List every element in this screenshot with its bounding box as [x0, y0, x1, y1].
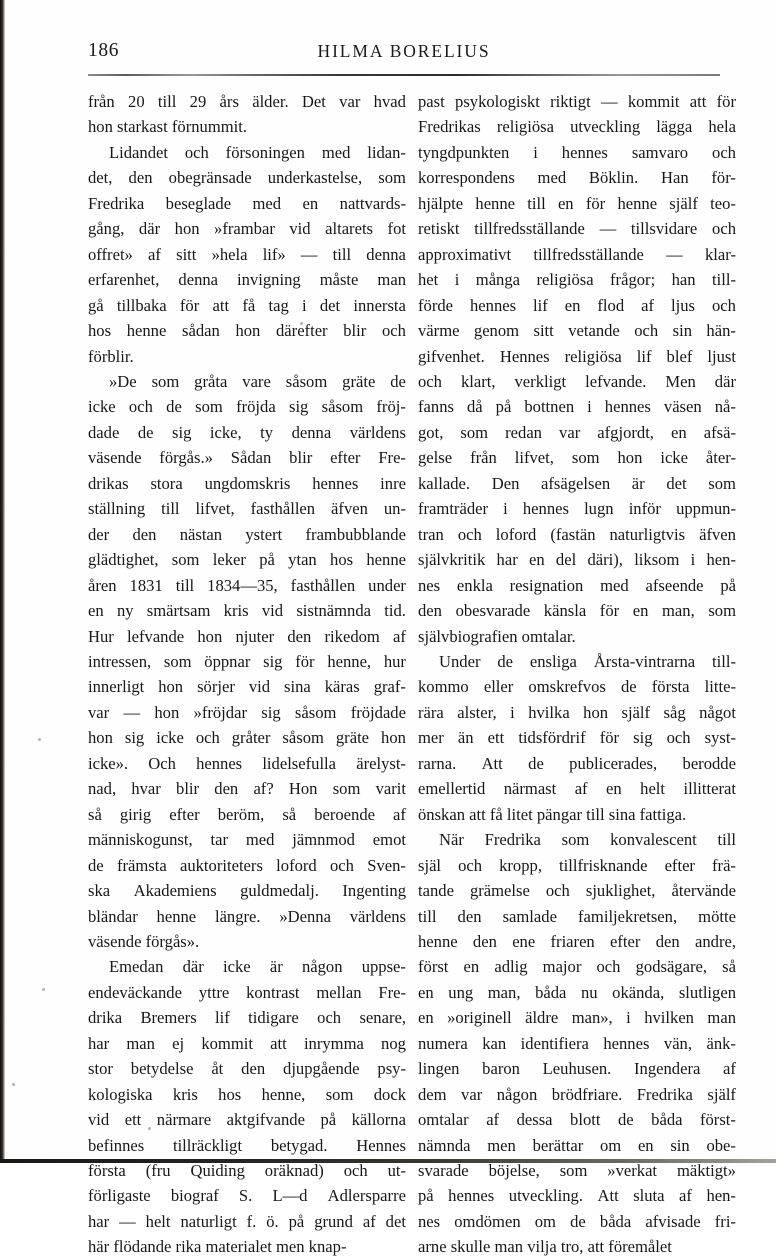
- text-line: från 20 till 29 års älder. Det var hvad: [88, 92, 406, 111]
- running-head-rule: [88, 74, 720, 76]
- paragraph: [418, 89, 736, 649]
- text-line: henne den ene friaren efter den andre,: [418, 931, 736, 951]
- text-line: offret» af sitt »hela lif» — till denna: [88, 244, 406, 264]
- text-line: hon sig icke och gråter såsom gräte hon: [88, 728, 406, 748]
- text-line: Fredrikas religiösa utveckling lägga hela: [418, 117, 736, 137]
- text-line: När Fredrika som konvalescent till: [439, 830, 736, 850]
- text-line: själ och kropp, tillfrisknande efter frä-: [418, 855, 736, 875]
- text-line: värme genom sitt vetande och sin hän-: [418, 321, 736, 341]
- text-line: numera kan identifiera hennes vän, änk-: [418, 1033, 736, 1053]
- text-line: och klart, verkligt lefvande. Men där: [418, 371, 736, 391]
- text-line: endeväckande yttre kontrast mellan Fre-: [88, 982, 406, 1002]
- running-head-title: HILMA BORELIUS: [317, 41, 491, 61]
- text-line: gelse från lifvet, som hon icke åter-: [418, 448, 736, 468]
- paragraph: [88, 369, 406, 954]
- scan-speck: [12, 1083, 15, 1086]
- paragraph: [88, 89, 406, 140]
- text-line: Fredrika beseglade med en nattvards-: [88, 193, 406, 213]
- text-line: past psykologiskt riktigt — kommit att för: [418, 92, 736, 111]
- text-line: omtalar af dessa blott de båda först-: [418, 1110, 736, 1130]
- text-line: hon starkast förnummit.: [88, 117, 248, 137]
- text-line: här flödande rika materialet men knap-: [88, 1237, 347, 1257]
- text-line: got, som redan var afgjordt, en afsä-: [418, 422, 736, 442]
- text-line: rära alster, i hvilka hon själf såg något: [418, 702, 736, 722]
- text-line: första (fru Quiding oräknad) och ut-: [88, 1161, 406, 1181]
- text-line: nad, hvar blir den af? Hon som varit: [88, 779, 406, 799]
- text-line: förde hennes lif en flod af ljus och: [418, 295, 736, 315]
- text-line: retiskt tillfredsställande — tillsvidare och: [418, 219, 736, 239]
- text-line: ska Akademiens guldmedalj. Ingenting: [88, 881, 406, 901]
- text-line: Emedan där icke är någon uppse-: [109, 957, 406, 977]
- text-line: vid ett närmare aktgifvande på källorna: [88, 1110, 406, 1130]
- text-line: dem var någon brödfriare. Fredrika själf: [418, 1084, 736, 1104]
- text-line: erfarenhet, denna invigning måste man: [88, 270, 406, 290]
- text-line: har — helt naturligt f. ö. på grund af det: [88, 1211, 406, 1231]
- text-line: kallade. Den afsägelsen är det som: [418, 473, 736, 493]
- text-line: en ung man, båda nu okända, slutligen: [418, 982, 736, 1002]
- text-line: icke och de som fröjda sig såsom fröj-: [88, 397, 406, 417]
- text-line: glädtighet, som leker på ytan hos henne: [88, 550, 406, 570]
- text-line: en ny smärtsam kris vid sistnämnda tid.: [88, 601, 406, 621]
- text-line: stor betydelse åt den djupgående psy-: [88, 1059, 406, 1079]
- text-line: intressen, som öppnar sig för henne, hur: [88, 651, 406, 671]
- text-line: har man ej kommit att inrymma nog: [88, 1033, 406, 1053]
- text-line: hjälpte henne till en för henne själf teo-: [418, 193, 736, 213]
- text-column-right: [418, 89, 736, 1260]
- text-line: önskan att få litet pängar till sina fattiga.: [418, 804, 687, 824]
- text-line: hos henne sådan hon därefter blir och: [88, 321, 406, 341]
- text-line: väsende förgås».: [88, 931, 200, 951]
- text-line: emellertid närmast af en helt illitterat: [418, 779, 736, 799]
- text-line: gå tillbaka för att få tag i det innersta: [88, 295, 406, 315]
- text-line: nämnda men berättar om en sin obe-: [418, 1135, 736, 1155]
- text-line: Hur lefvande hon njuter den rikedom af: [88, 626, 406, 646]
- text-line: tran och loford (fastän naturligtvis äfven: [418, 524, 736, 544]
- text-line: gång, där hon »frambar vid altarets fot: [88, 219, 406, 239]
- text-line: innerligt hon sörjer vid sina käras graf-: [88, 677, 406, 697]
- text-line: det, den obegränsade underkastelse, som: [88, 168, 406, 188]
- text-line: mer än ett tidsfördrif för sig och syst-: [418, 728, 736, 748]
- text-line: på hennes utveckling. Att sluta af hen-: [418, 1186, 736, 1206]
- text-line: rarna. Att de publicerades, berodde: [418, 753, 736, 773]
- text-line: Lidandet och försoningen med lidan-: [109, 142, 406, 162]
- text-line: kommo eller omskrefvos de första litte-: [418, 677, 736, 697]
- paragraph: [88, 954, 406, 1259]
- text-line: het i många religiösa frågor; han till-: [418, 270, 736, 290]
- running-head: [88, 40, 720, 68]
- text-line: ställning till lifvet, fasthållen äfven un-: [88, 499, 406, 519]
- text-line: självkritik har en del däri), liksom i hen-: [418, 550, 736, 570]
- text-line: förblir.: [88, 346, 134, 366]
- text-line: de främsta auktoriteters loford och Sven-: [88, 855, 406, 875]
- text-line: så girig efter beröm, så beroende af: [88, 804, 406, 824]
- text-line: bländar henne längre. »Denna världens: [88, 906, 406, 926]
- text-line: först en adlig major och godsägare, så: [418, 957, 736, 977]
- scan-speck: [38, 738, 41, 741]
- text-line: svarade böjelse, som »verkat mäktigt»: [418, 1161, 736, 1181]
- text-line: nes omdömen om de båda afvisade fri-: [418, 1211, 736, 1231]
- text-line: fanns då på bottnen i hennes väsen nå-: [418, 397, 736, 417]
- text-line: approximativt tillfredsställande — klar-: [418, 244, 736, 264]
- text-line: självbiografien omtalar.: [418, 626, 576, 646]
- scan-binding-edge: [0, 0, 5, 1163]
- paragraph: [418, 827, 736, 1260]
- paragraph: [418, 649, 736, 827]
- text-column-left: [88, 89, 406, 1260]
- text-line: arne skulle man vilja tro, att föremålet: [418, 1237, 672, 1257]
- text-line: framträder i hennes lugn inför uppmun-: [418, 499, 736, 519]
- text-line: befinnes tillräckligt betygad. Hennes: [88, 1135, 406, 1155]
- text-line: gifvenhet. Hennes religiösa lif blef ljust: [418, 346, 736, 366]
- text-line: Under de ensliga Årsta-vintrarna till-: [439, 651, 736, 671]
- text-line: korrespondens med Böklin. Han för-: [418, 168, 736, 188]
- text-line: »De som gråta vare såsom gräte de: [109, 371, 406, 391]
- text-line: lingen baron Leuhusen. Ingendera af: [418, 1059, 736, 1079]
- text-line: drikas stora ungdomskris hennes inre: [88, 473, 406, 493]
- text-line: väsende förgås.» Sådan blir efter Fre-: [88, 448, 406, 468]
- text-line: till den samlade familjekretsen, mötte: [418, 906, 736, 926]
- text-line: nes enkla resignation med afseende på: [418, 575, 736, 595]
- text-line: var — hon »fröjdar sig såsom fröjdade: [88, 702, 406, 722]
- text-line: drika Bremers lif tidigare och senare,: [88, 1008, 406, 1028]
- text-line: icke». Och hennes lidelsefulla ärelyst-: [88, 753, 406, 773]
- text-line: en »originell äldre man», i hvilken man: [418, 1008, 736, 1028]
- text-line: der den nästan ystert frambubblande: [88, 524, 406, 544]
- paragraph: [88, 140, 406, 369]
- text-line: kologiska kris hos henne, som dock: [88, 1084, 406, 1104]
- text-line: förligaste biograf S. L—d Adlersparre: [88, 1186, 406, 1206]
- scan-speck: [42, 988, 45, 991]
- text-line: människogunst, tar med jämnmod emot: [88, 830, 406, 850]
- text-line: tande grämelse och sjuklighet, återvände: [418, 881, 736, 901]
- text-line: dade de sig icke, ty denna världens: [88, 422, 406, 442]
- page-number: 186: [88, 40, 120, 61]
- text-line: tyngdpunkten i hennes samvaro och: [418, 142, 736, 162]
- text-line: den obesvarade känsla för en man, som: [418, 601, 736, 621]
- text-line: åren 1831 till 1834—35, fasthållen under: [88, 575, 406, 595]
